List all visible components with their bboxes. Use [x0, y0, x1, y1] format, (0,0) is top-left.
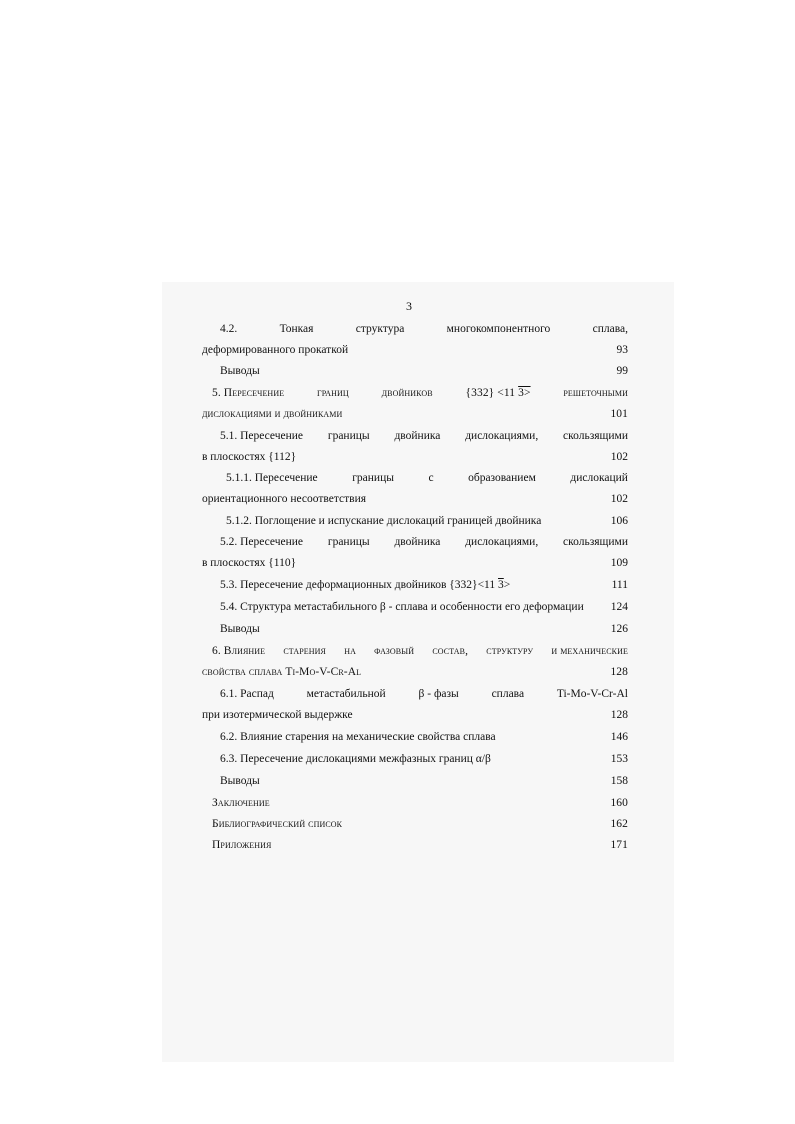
toc-word: дислокациями,: [465, 430, 539, 442]
toc-word: структуру: [486, 645, 534, 657]
page-number: 3: [406, 299, 412, 313]
toc-word: границ: [317, 387, 349, 399]
toc-title: 5.3. Пересечение деформационных двойников {332}<11 3>: [220, 579, 511, 591]
toc-word: дислокаций: [570, 472, 628, 484]
toc-page: 99: [616, 365, 628, 377]
toc-page: 153: [610, 753, 628, 765]
toc-page: 101: [610, 408, 628, 420]
toc-entry-5-3: [220, 578, 628, 592]
toc-entry-5-2-line1: [220, 535, 628, 549]
toc-entry-5-1-line1: [220, 429, 628, 443]
toc-entry-6-3: [220, 752, 628, 766]
toc-page: 109: [610, 557, 628, 569]
toc-title: Выводы: [220, 775, 260, 787]
toc-title: в плоскостях {110}: [202, 557, 297, 569]
toc-page: 93: [616, 344, 628, 356]
toc-page: 106: [610, 515, 628, 527]
toc-word: 6. Влияние: [212, 645, 266, 657]
toc-page: 160: [610, 797, 628, 809]
toc-entry-5-line1: [212, 386, 628, 400]
toc-word: решеточными: [563, 387, 628, 399]
toc-title: деформированного прокаткой: [202, 344, 349, 356]
toc-title: 5.1.2. Поглощение и испускание дислокаций границей двойника: [226, 515, 542, 527]
toc-title: Выводы: [220, 365, 260, 377]
toc-word: двойника: [394, 536, 441, 548]
toc-entry-5-1-line2: [202, 450, 628, 464]
toc-title: Приложения: [212, 839, 272, 851]
toc-entry-6-line2: [202, 665, 628, 679]
toc-page: 158: [610, 775, 628, 787]
toc-title: 6.3. Пересечение дислокациями межфазных границ α/β: [220, 753, 491, 765]
toc-entry-5-1-1-line1: [226, 471, 628, 485]
toc-word: границы: [352, 472, 394, 484]
toc-word: 5.1. Пересечение: [220, 430, 304, 442]
toc-word: многокомпонентного: [446, 323, 551, 335]
toc-title: ориентационного несоответствия: [202, 493, 367, 505]
toc-entry-vyvody-5: [220, 622, 628, 636]
toc-word: образованием: [468, 472, 536, 484]
toc-page: 171: [610, 839, 628, 851]
toc-word: состав,: [432, 645, 469, 657]
toc-word: структура: [355, 323, 405, 335]
toc-entry-5-2-line2: [202, 556, 628, 570]
toc-page: 102: [610, 493, 628, 505]
toc-entry-bibliography: [212, 817, 628, 831]
toc-page: 128: [610, 666, 628, 678]
toc-page: 126: [610, 623, 628, 635]
toc-word: Тонкая: [279, 323, 314, 335]
toc-page: 102: [610, 451, 628, 463]
toc-word: метастабильной: [306, 688, 386, 700]
toc-title: дислокациями и двойниками: [202, 408, 343, 420]
toc-title: 5.4. Структура метастабильного β - сплава и особенности его деформации: [220, 601, 584, 613]
toc-word: 5. Пересечение: [212, 387, 285, 399]
toc-title: 6.2. Влияние старения на механические свойства сплава: [220, 731, 496, 743]
toc-word: сплава: [491, 688, 525, 700]
toc-word: сплава,: [592, 323, 628, 335]
toc-word: Ti-Mo-V-Cr-Al: [556, 688, 628, 700]
toc-page: 111: [611, 579, 628, 591]
toc-entry-5-4: [220, 600, 628, 614]
toc-page: 162: [610, 818, 628, 830]
toc-word: границы: [327, 536, 370, 548]
toc-entry-4-2-line2: [202, 343, 628, 357]
toc-word: двойников: [381, 387, 433, 399]
toc-word: старения: [283, 645, 326, 657]
toc-page: 146: [610, 731, 628, 743]
toc-entry-4-2-line1: [220, 322, 628, 336]
toc-word: 4.2.: [220, 323, 238, 335]
toc-entry-conclusion: [212, 796, 628, 810]
toc-word: и механические: [551, 645, 628, 657]
toc-word: 6.1. Распад: [220, 688, 274, 700]
toc-entry-6-2: [220, 730, 628, 744]
toc-title: Выводы: [220, 623, 260, 635]
toc-page: 128: [610, 709, 628, 721]
toc-entry-6-1-line2: [202, 708, 628, 722]
toc-title: Библиографический список: [212, 818, 343, 830]
toc-entry-5-line2: [202, 407, 628, 421]
toc-entry-vyvody-4: [220, 364, 628, 378]
toc-word: 5.2. Пересечение: [220, 536, 304, 548]
toc-title: при изотермической выдержке: [202, 709, 353, 721]
toc-entry-5-1-1-line2: [202, 492, 628, 506]
toc-entry-5-1-2: [226, 514, 628, 528]
toc-entry-6-line1: [212, 644, 628, 658]
toc-title: свойства сплава Ti-Mo-V-Cr-Al: [202, 666, 362, 678]
toc-word: скользящими: [563, 430, 628, 442]
toc-word: дислокациями,: [465, 536, 539, 548]
toc-entry-6-1-line1: [220, 687, 628, 701]
toc-page: 124: [610, 601, 628, 613]
toc-title: в плоскостях {112}: [202, 451, 297, 463]
toc-title: Заключение: [212, 797, 270, 809]
toc-word: границы: [327, 430, 370, 442]
toc-word: фазовый: [374, 645, 415, 657]
toc-entry-appendices: [212, 838, 628, 852]
toc-word: {332} <11 3>: [465, 387, 531, 399]
toc-word: на: [344, 645, 356, 657]
toc-word: скользящими: [563, 536, 628, 548]
toc-word: 5.1.1. Пересечение: [226, 472, 318, 484]
toc-word: двойника: [394, 430, 441, 442]
toc-word: β - фазы: [418, 688, 459, 700]
toc-word: с: [428, 472, 434, 484]
toc-entry-vyvody-6: [220, 774, 628, 788]
